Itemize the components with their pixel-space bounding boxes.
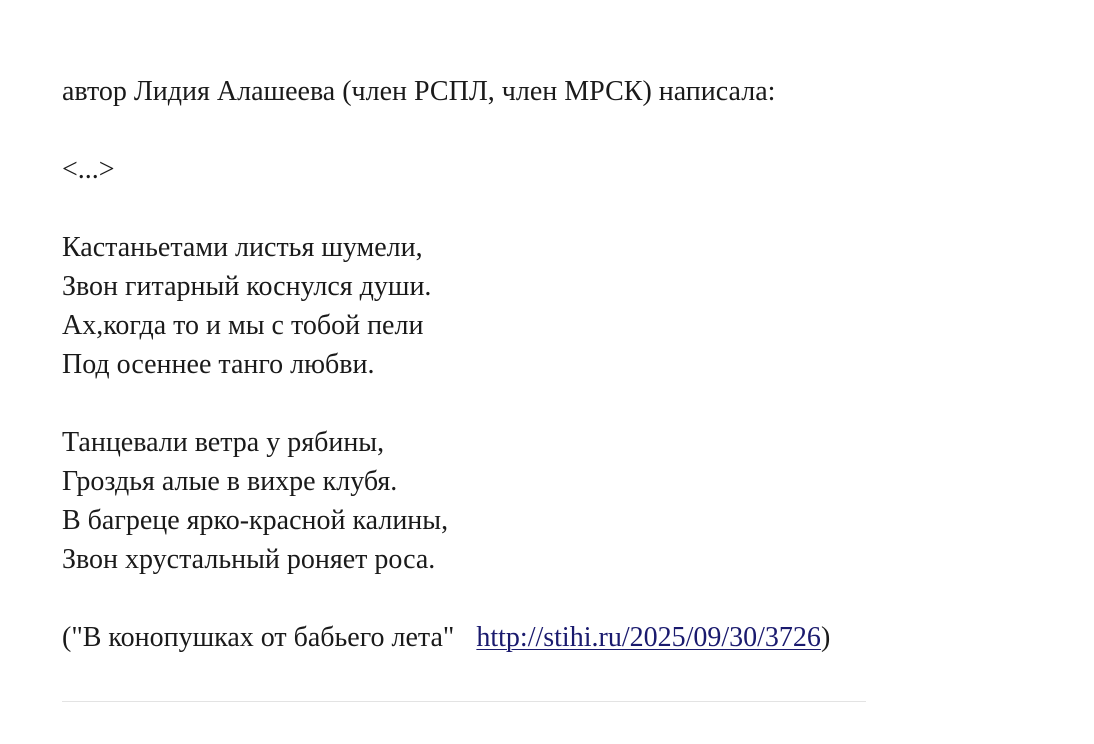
- poem-line: Звон гитарный коснулся души.: [62, 271, 432, 302]
- post-body: [62, 72, 1062, 657]
- citation-title: ("В конопушках от бабьего лета": [62, 622, 455, 653]
- poem-line: Танцевали ветра у рябины,: [62, 427, 385, 458]
- spacer: [62, 111, 1062, 150]
- spacer: [62, 579, 1062, 618]
- spacer: [62, 384, 1062, 423]
- poem-line: Кастаньетами листья шумели,: [62, 232, 423, 263]
- intro-line: автор Лидия Алашеева (член РСПЛ, член МРСК) написала:: [62, 76, 776, 107]
- citation-close: ): [820, 622, 831, 653]
- stanza-1: [62, 228, 1062, 384]
- citation-line: [62, 618, 1062, 657]
- stanza-2: [62, 423, 1062, 579]
- poem-line: Ах,когда то и мы с тобой пели: [62, 310, 424, 341]
- divider: [62, 701, 866, 702]
- poem-line: В багреце ярко-красной калины,: [62, 505, 449, 536]
- source-link[interactable]: http://stihi.ru/2025/09/30/3726: [476, 622, 821, 653]
- spacer: [62, 189, 1062, 228]
- poem-line: Под осеннее танго любви.: [62, 349, 375, 380]
- poem-line: Звон хрустальный роняет роса.: [62, 544, 436, 575]
- poem-line: Гроздья алые в вихре клубя.: [62, 466, 398, 497]
- ellipsis-marker: <...>: [62, 154, 115, 185]
